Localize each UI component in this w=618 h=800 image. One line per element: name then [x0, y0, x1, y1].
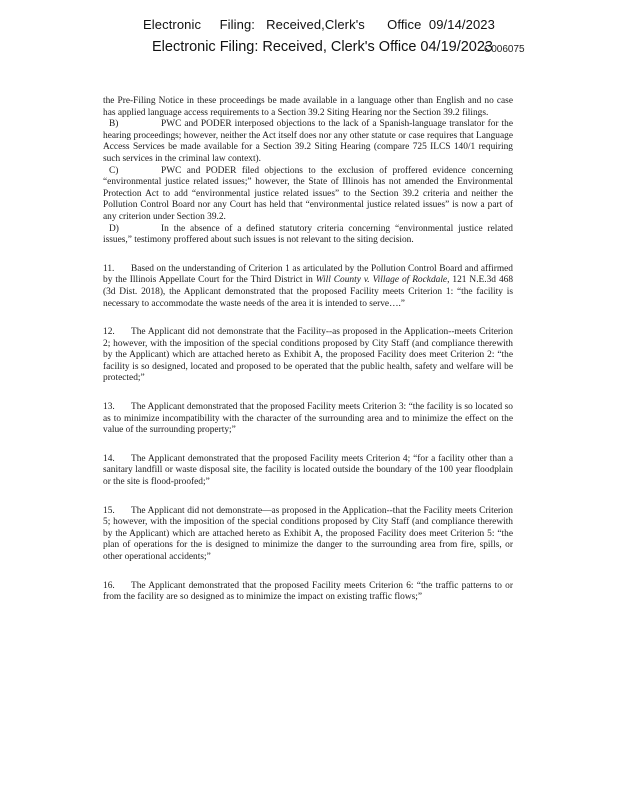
filing-stamp-original: Electronic Filing: Received, Clerk's Office 04/19/2023: [152, 39, 493, 55]
case-citation: Will County v. Village of Rockdale: [315, 275, 448, 286]
subitem-text: PWC and PODER filed objections to the exclusion of proffered evidence concerning “environmental justice related issues;” however, the State of Illinois has not amended the Environmental Protection Act to add “environmental justice related issues” to the Section 39.2 criteria and neither the Pollution Control Board nor any Court has held that “environmental justice related issues” is now a part of any criterion under Section 39.2.: [103, 165, 513, 222]
document-body: [103, 96, 513, 604]
paragraph-text-part: Based on the understanding of Criterion 1 as articulated by the Pollution Control Board and affirmed by the Illinois Appellate Court for the Third District in: [103, 263, 513, 286]
intro-continuation: the Pre-Filing Notice in these proceedings be made available in a language other than English and no case has applied language access requirements to a Section 39.2 Siting Hearing nor the Section 39.2 filings.: [103, 96, 513, 118]
paragraph-number: 11.: [103, 263, 115, 274]
paragraph-text: The Applicant demonstrated that the proposed Facility meets Criterion 6: “the traffic patterns to or from the facility are so designed as to minimize the impact on existing traffic flows;”: [103, 580, 513, 603]
paragraph-number: 15.: [103, 505, 115, 516]
paragraph-14: [103, 454, 513, 489]
paragraph-13: [103, 402, 513, 437]
subitem-text: PWC and PODER interposed objections to the lack of a Spanish-language translator for the hearing proceedings; however, neither the Act itself does nor any other statute or case requires that Language Access Services be made available for a Section 39.2 Siting Hearing (compare 725 ILCS 140/1 requiring such services in the criminal law context).: [103, 119, 513, 164]
paragraph-12: [103, 327, 513, 385]
paragraph-15: [103, 506, 513, 564]
subitem-label: C): [109, 165, 119, 176]
filing-stamp-current: Electronic Filing: Received,Clerk's Office 09/14/2023: [143, 17, 495, 32]
subitem-b: [103, 119, 513, 165]
paragraph-number: 13.: [103, 402, 115, 413]
subitem-label: D): [109, 223, 119, 234]
document-id: C006075: [484, 44, 525, 55]
paragraph-text: The Applicant demonstrated that the proposed Facility meets Criterion 4; “for a facility other than a sanitary landfill or waste disposal site, the facility is located outside the boundary of the 100 year floodplain or the site is flood-proofed;”: [103, 453, 513, 488]
paragraph-11: [103, 264, 513, 310]
paragraph-text: The Applicant demonstrated that the proposed Facility meets Criterion 3: “the facility is so located so as to minimize incompatibility with the character of the surrounding area and to minimize the effect on the value of the surrounding property;”: [103, 402, 513, 436]
subitem-d: [103, 224, 513, 247]
subitem-text: In the absence of a defined statutory criteria concerning “environmental justice related issues,” testimony proffered about such issues is not relevant to the siting decision.: [103, 223, 513, 246]
paragraph-text: The Applicant did not demonstrate—as proposed in the Application--that the Facility meets Criterion 5; however, with the imposition of the special conditions proposed by City Staff (and compliance therewith by the Applicant) which are attached hereto as Exhibit A, the proposed Facility does meet Criterion 5: “the plan of operations for the is designed to minimize the danger to the surrounding area from fire, spills, or other operational accidents;”: [103, 505, 513, 562]
paragraph-number: 16.: [103, 580, 115, 591]
paragraph-number: 14.: [103, 453, 115, 464]
paragraph-16: [103, 581, 513, 604]
paragraph-text: The Applicant did not demonstrate that the Facility--as proposed in the Application--meets Criterion 2; however, with the imposition of the special conditions proposed by City Staff (and compliance therewith by the Applicant) which are attached hereto as Exhibit A, the proposed Facility does meet Criterion 2: “the facility is so designed, located and proposed to be operated that the public health, safety and welfare will be protected;”: [103, 327, 513, 384]
subitem-label: B): [109, 119, 119, 130]
subitem-c: [103, 166, 513, 224]
paragraph-text-part: , 121 N.E.3d 468 (3d Dist. 2018), the Applicant demonstrated that the proposed Facility meets Criterion 1: “the facility is necessary to accommodate the waste needs of the area it is intended to serve….”: [103, 275, 514, 309]
paragraph-number: 12.: [103, 327, 115, 338]
